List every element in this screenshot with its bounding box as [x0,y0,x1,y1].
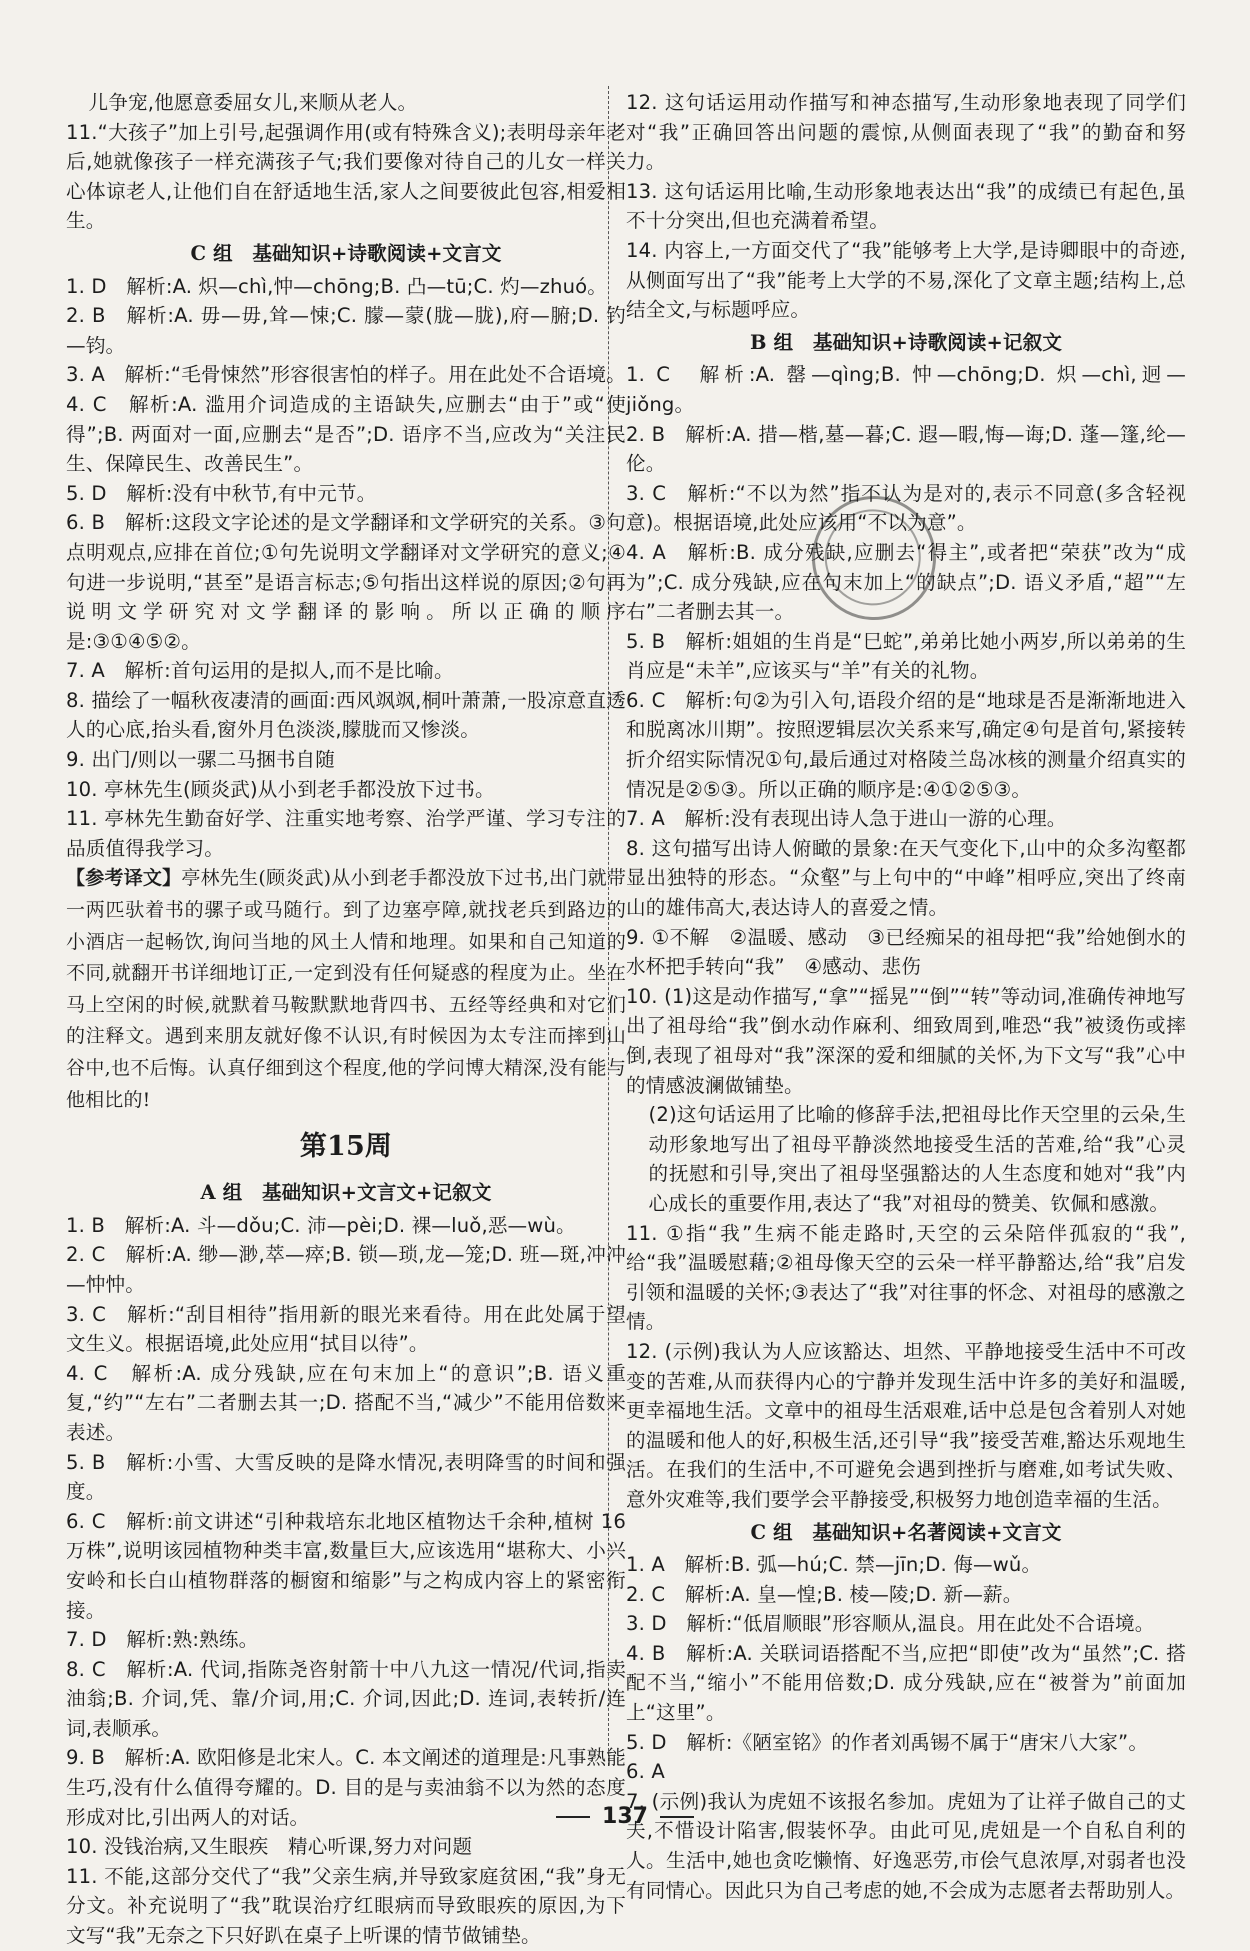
answer-item: 3. A 解析:“毛骨悚然”形容很害怕的样子。用在此处不合语境。 [66,363,626,387]
answer-item: 9. 出门/则以一骡二马捆书自随 [66,748,336,772]
answer-item: 6. B 解析:这段文字论述的是文学翻译和文学研究的关系。③句点明观点,应排在首位;①句先说明文学翻译对文学研究的意义;④句进一步说明,“甚至”是语言标志;⑤句指出这样说的原因;②句再说明文学研究对文学翻译的影响。所以正确的顺序是:③①④⑤②。 [66,511,626,653]
answer-item: 1. D 解析:A. 炽—chì,忡—chōng;B. 凸—tū;C. 灼—zhuó。 [66,274,608,298]
answer-item: 11. 不能,这部分交代了“我”父亲生病,并导致家庭贫困,“我”身无分文。补充说明了“我”耽误治疗红眼病而导致眼疾的原因,为下文写“我”无奈之下只好趴在桌子上听课的情节做铺垫。 [66,1864,626,1948]
answer-item: 10. (1)这是动作描写,“拿”“摇晃”“倒”“转”等动词,准确传神地写出了祖母给“我”倒水动作麻利、细致周到,唯恐“我”被烫伤或摔倒,表现了祖母对“我”深深的爱和细腻的关怀,为下文写“我”心中的情感波澜做铺垫。 [626,984,1186,1097]
answer-item: 3. C 解析:“刮目相待”指用新的眼光来看待。用在此处属于望文生义。根据语境,此处应用“拭目以待”。 [66,1302,626,1356]
answer-item: 1. B 解析:A. 斗—dǒu;C. 沛—pèi;D. 裸—luǒ,恶—wù。 [66,1213,576,1237]
answer-item: 2. C 解析:A. 缈—渺,萃—瘁;B. 锁—琐,龙—笼;D. 班—斑,冲冲—忡忡。 [66,1243,626,1296]
answer-item: 8. 这句描写出诗人俯瞰的景象:在天气变化下,山中的众多沟壑都显出独特的形态。“众壑”与上句中的“中峰”相呼应,突出了终南山的雄伟高大,表达诗人的喜爱之情。 [626,836,1186,920]
answer-item: 6. C 解析:句②为引入句,语段介绍的是“地球是否是渐渐地进入和脱离冰川期”。按照逻辑层次关系来写,确定④句是首句,紧接转折介绍实际情况①句,最后通过对格陵兰岛冰核的测量介绍真实的情况是②⑤③。所以正确的顺序是:④①②⑤③。 [626,688,1186,801]
answer-item: 5. D 解析:《陋室铭》的作者刘禹锡不属于“唐宋八大家”。 [626,1730,1149,1754]
answer-item: 11.“大孩子”加上引号,起强调作用(或有特殊含义);表明母亲年老后,她就像孩子一样充满孩子气;我们要像对待自己的儿女一样关心体谅老人,让他们自在舒适地生活,家人之间要彼此包容,相爱相生。 [66,120,626,233]
answer-item: 儿争宠,他愿意委屈女儿,来顺从老人。 [88,91,418,114]
answer-item: 12. 这句话运用动作描写和神态描写,生动形象地表现了同学们对“我”正确回答出问题的震惊,从侧面表现了“我”的勤奋和努力。 [626,91,1186,174]
answer-item: 9. ①不解 ②温暖、感动 ③已经痴呆的祖母把“我”给她倒水的水杯把手转向“我” ④感动、悲伤 [626,925,1186,979]
answer-item: 2. B 解析:A. 措—楷,墓—暮;C. 遐—暇,悔—诲;D. 蓬—篷,纶—伦。 [626,422,1186,476]
answer-item: 1. A 解析:B. 弧—hú;C. 禁—jīn;D. 侮—wǔ。 [626,1553,1042,1577]
translation-tag: 【参考译文】 [66,867,182,890]
answer-item: 9. B 解析:A. 欧阳修是北宋人。C. 本文阐述的道理是:凡事熟能生巧,没有什么值得夸耀的。D. 目的是与卖油翁不以为然的态度形成对比,引出两人的对话。 [66,1746,626,1829]
answer-item: (2)这句话运用了比喻的修辞手法,把祖母比作天空里的云朵,生动形象地写出了祖母平静淡然地接受生活的苦难,给“我”心灵的抚慰和引导,突出了祖母坚强豁达的人生态度和她对“我”内心成长的重要作用,表达了“我”对祖母的赞美、钦佩和感激。 [648,1103,1186,1215]
answer-item: 2. B 解析:A. 毋—毋,耸—悚;C. 朦—蒙(胧—胧),府—腑;D. 钓—钧。 [66,304,626,357]
answer-item: 6. A [626,1760,665,1784]
answer-item: 7. A 解析:首句运用的是拟人,而不是比喻。 [66,659,454,683]
right-column [626,88,1186,1905]
left-answers-part2 [66,1211,626,1951]
left-column [66,88,626,1951]
translation-text: 亭林先生(顾炎武)从小到老手都没放下过书,出门就带一两匹驮着书的骡子或马随行。到了边塞亭障,就找老兵到路边的小酒店一起畅饮,询问当地的风土人情和地理。如果和自己知道的不同,就翻开书详细地订正,一定到没有任何疑惑的程度为止。坐在马上空闲的时候,就默着马鞍默默地背四书、五经等经典和对它们的注释文。遇到来朋友就好像不认识,有时候因为太专注而摔到山谷中,也不后悔。认真仔细到这个程度,他的学问博大精深,没有能与他相比的! [66,867,626,1111]
answer-item: 8. C 解析:A. 代词,指陈尧咨射箭十中八九这一情况/代词,指卖油翁;B. 介词,凭、靠/介词,用;C. 介词,因此;D. 连词,表转折/连词,表顺承。 [66,1657,626,1740]
answer-item: 6. C 解析:前文讲述“引种栽培东北地区植物达千余种,植树 16 万株”,说明该园植物种类丰富,数量巨大,应该选用“堪称大、小兴安岭和长白山植物群落的橱窗和缩影”与之构成内容上的紧密衔接。 [66,1509,626,1622]
group-heading: C 组 基础知识+名著阅读+文言文 [750,1520,1062,1544]
answer-item: 13. 这句话运用比喻,生动形象地表达出“我”的成绩已有起色,虽不十分突出,但也充满着希望。 [626,179,1186,233]
answer-item: 11. ①指“我”生病不能走路时,天空的云朵陪伴孤寂的“我”,给“我”温暖慰藉;②祖母像天空的云朵一样平静豁达,给“我”启发引领和温暖的关怀;③表达了“我”对往事的怀念、对祖母的感激之情。 [626,1221,1186,1334]
answer-item: 4. C 解析:A. 成分残缺,应在句末加上“的意识”;B. 语义重复,“约”“左右”二者删去其一;D. 搭配不当,“减少”不能用倍数来表述。 [66,1361,626,1444]
answer-item: 14. 内容上,一方面交代了“我”能够考上大学,是诗卿眼中的奇迹,从侧面写出了“我”能考上大学的不易,深化了文章主题;结构上,总结全文,与标题呼应。 [626,238,1186,322]
answer-item: 2. C 解析:A. 皇—惶;B. 棱—陵;D. 新—薪。 [626,1582,1023,1606]
answer-item: 4. A 解析:B. 成分残缺,应删去“得主”,或者把“荣获”改为“成为”;C. 成分残缺,应在句末加上“的缺点”;D. 语义矛盾,“超”“左右”二者删去其一。 [626,540,1186,624]
left-answers-part1 [66,88,626,863]
group-heading-a: A 组 基础知识+文言文+记叙文 [200,1181,492,1205]
answer-item: 10. 没钱治病,又生眼疾 精心听课,努力对问题 [66,1835,473,1859]
answer-item: 5. D 解析:没有中秋节,有中元节。 [66,481,377,505]
answer-item: 7. A 解析:没有表现出诗人急于进山一游的心理。 [626,807,1067,831]
right-answers [626,88,1186,1905]
answer-item: 10. 亭林先生(顾炎武)从小到老手都没放下过书。 [66,777,495,801]
reference-translation [66,863,626,1116]
answer-item: 5. B 解析:小雪、大雪反映的是降水情况,表明降雪的时间和强度。 [66,1450,626,1504]
answer-item: 8. 描绘了一幅秋夜凄清的画面:西风飒飒,桐叶萧萧,一股凉意直透人的心底,抬头看,窗外月色淡淡,朦胧而又惨淡。 [66,688,626,742]
answer-item: 3. C 解析:“不以为然”指不认为是对的,表示不同意(多含轻视意)。根据语境,此处应该用“不以为意”。 [626,481,1186,535]
answer-item: 4. B 解析:A. 关联词语搭配不当,应把“即使”改为“虽然”;C. 搭配不当,“缩小”不能用倍数;D. 成分残缺,应在“被誉为”前面加上“这里”。 [626,1641,1186,1725]
answer-item: 7. D 解析:熟:熟练。 [66,1628,259,1652]
answer-item: 3. D 解析:“低眉顺眼”形容顺从,温良。用在此处不合语境。 [626,1612,1155,1636]
answer-item: 1. C 解析:A. 罄—qìng;B. 忡—chōng;D. 炽—chì,迥—jiǒng。 [626,363,1186,416]
answer-item: 7. (示例)我认为虎妞不该报名参加。虎妞为了让祥子做自己的丈夫,不惜设计陷害,假装怀孕。由此可见,虎妞是一个自私自利的人。生活中,她也贪吃懒惰、好逸恶劳,市侩气息浓厚,对弱者也没有同情心。因此只为自己考虑的她,不会成为志愿者去帮助别人。 [626,1789,1186,1902]
page-number [0,1804,1250,1829]
group-heading: C 组 基础知识+诗歌阅读+文言文 [190,241,502,265]
week-title: 第15周 [299,1131,393,1163]
page-number-text: 137 [602,1804,648,1829]
answer-item: 11. 亭林先生勤奋好学、注重实地考察、治学严谨、学习专注的品质值得我学习。 [66,807,626,860]
answer-item: 12. (示例)我认为人应该豁达、坦然、平静地接受生活中不可改变的苦难,从而获得内心的宁静并发现生活中许多的美好和温暖,更幸福地生活。文章中的祖母生活艰难,话中总是包含着别人对她的温暖和他人的好,积极生活,还引导“我”接受苦难,豁达乐观地生活。在我们的生活中,不可避免会遇到挫折与磨难,如考试失败、意外灾难等,我们要学会平静接受,积极努力地创造幸福的生活。 [626,1339,1186,1511]
answer-item: 5. B 解析:姐姐的生肖是“巳蛇”,弟弟比她小两岁,所以弟弟的生肖应是“未羊”,应该买与“羊”有关的礼物。 [626,629,1186,683]
answer-item: 4. C 解析:A. 滥用介词造成的主语缺失,应删去“由于”或“使得”;B. 两面对一面,应删去“是否”;D. 语序不当,应改为“关注民生、保障民生、改善民生”。 [66,392,626,476]
group-heading: B 组 基础知识+诗歌阅读+记叙文 [750,330,1062,354]
